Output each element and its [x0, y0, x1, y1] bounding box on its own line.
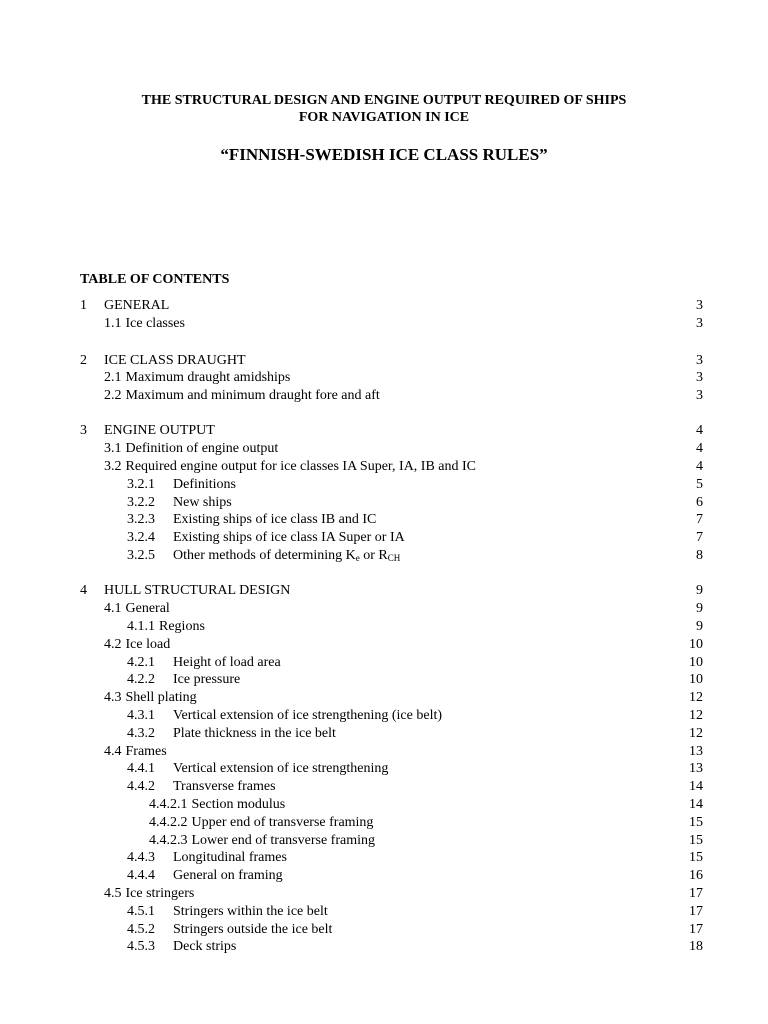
- toc-entry-page: 4: [696, 459, 703, 474]
- toc-entry-title: Definitions: [173, 477, 236, 492]
- toc-entry-title: Required engine output for ice classes IA Super, IA, IB and IC: [125, 459, 477, 474]
- toc-entry: [0, 832, 768, 850]
- toc-entry-number: 4: [80, 583, 87, 598]
- toc-entry-number: 4.5: [104, 886, 122, 901]
- toc-entry-number: 3.2.5: [127, 548, 155, 563]
- toc-entry-number: 4.2.1: [127, 655, 155, 670]
- toc-entry-number: 4.4.2.3: [149, 833, 188, 848]
- toc-entry: [0, 458, 768, 476]
- toc-entry-title: Existing ships of ice class IB and IC: [173, 512, 377, 527]
- toc-entry: [0, 618, 768, 636]
- toc-entry: [0, 511, 768, 529]
- toc-entry-number: 4.5.3: [127, 939, 155, 954]
- toc-entry: [0, 440, 768, 458]
- toc-entry-title: New ships: [173, 495, 232, 510]
- toc-entry-title: Deck strips: [173, 939, 237, 954]
- toc-entry-page: 6: [696, 495, 703, 510]
- toc-entry-title: Definition of engine output: [125, 441, 279, 456]
- toc-entry-title: GENERAL: [104, 298, 170, 313]
- toc-entry: [0, 903, 768, 921]
- toc-entry: [0, 476, 768, 494]
- toc-entry-page: 4: [696, 423, 703, 438]
- toc-entry-page: 10: [689, 655, 703, 670]
- toc-entry-number: 4.4.2.1: [149, 797, 188, 812]
- toc-entry-title-part: or R: [359, 548, 388, 563]
- toc-entry-page: 8: [696, 548, 703, 563]
- toc-entry-number: 2.1: [104, 370, 122, 385]
- toc-entry: [0, 315, 768, 333]
- toc-entry: [0, 867, 768, 885]
- toc-entry-page: 9: [696, 583, 703, 598]
- toc-entry: [0, 796, 768, 814]
- toc-entry-number: 4.4.2.2: [149, 815, 188, 830]
- toc-entry: [0, 297, 768, 315]
- toc-entry-title: Height of load area: [173, 655, 281, 670]
- toc-entry-title: Regions: [159, 619, 205, 634]
- toc-entry-number: 2.2: [104, 388, 122, 403]
- toc-entry-number: 4.4.4: [127, 868, 155, 883]
- toc-entry-number: 1: [80, 298, 87, 313]
- toc-entry-title: Existing ships of ice class IA Super or IA: [173, 530, 405, 545]
- toc-entry-page: 5: [696, 477, 703, 492]
- toc-entry-number: 4.4.3: [127, 850, 155, 865]
- toc-entry: [0, 938, 768, 956]
- toc-entry: [0, 689, 768, 707]
- toc-entry-title: Upper end of transverse framing: [191, 815, 374, 830]
- toc-entry-title: Ice pressure: [173, 672, 241, 687]
- toc-entry: [0, 494, 768, 512]
- toc-entry-number: 3.2.1: [127, 477, 155, 492]
- toc-entry-number: 3.1: [104, 441, 122, 456]
- toc-entry-page: 7: [696, 530, 703, 545]
- toc-entry-page: 10: [689, 637, 703, 652]
- toc-entry-number: 4.4.2: [127, 779, 155, 794]
- toc-entry: [0, 387, 768, 405]
- toc-entry-page: 17: [689, 922, 703, 937]
- toc-entry-page: 10: [689, 672, 703, 687]
- toc-entry-page: 3: [696, 353, 703, 368]
- toc-entry-title: Maximum and minimum draught fore and aft: [125, 388, 380, 403]
- toc-entry-page: 16: [689, 868, 703, 883]
- toc-entry-page: 12: [689, 726, 703, 741]
- toc-entry: [0, 582, 768, 600]
- toc-entry-page: 13: [689, 761, 703, 776]
- toc-entry: [0, 547, 768, 565]
- toc-entry-title: ICE CLASS DRAUGHT: [104, 353, 246, 368]
- toc-entry-page: 18: [689, 939, 703, 954]
- toc-entry-page: 14: [689, 779, 703, 794]
- toc-entry-page: 4: [696, 441, 703, 456]
- toc-entry-number: 4.4.1: [127, 761, 155, 776]
- toc-entry: [0, 814, 768, 832]
- toc-entry-number: 4.4: [104, 744, 122, 759]
- toc-entry-title: Section modulus: [191, 797, 286, 812]
- toc-entry-page: 15: [689, 815, 703, 830]
- document-title-line-1: THE STRUCTURAL DESIGN AND ENGINE OUTPUT REQUIRED OF SHIPS: [141, 93, 627, 108]
- toc-entry-title: Ice classes: [125, 316, 185, 331]
- toc-entry: [0, 600, 768, 618]
- toc-entry: [0, 369, 768, 387]
- toc-entry-page: 15: [689, 850, 703, 865]
- toc-entry-number: 4.2.2: [127, 672, 155, 687]
- toc-entry-page: 3: [696, 298, 703, 313]
- toc-entry-title: Vertical extension of ice strengthening: [173, 761, 389, 776]
- toc-entry-number: 4.5.2: [127, 922, 155, 937]
- toc-entry-page: 9: [696, 619, 703, 634]
- toc-entry-number: 4.1.1: [127, 619, 155, 634]
- toc-entry-number: 3.2: [104, 459, 122, 474]
- toc-entry-title: General: [125, 601, 170, 616]
- toc-entry: [0, 849, 768, 867]
- toc-entry-title: General on framing: [173, 868, 283, 883]
- toc-entry-title: Shell plating: [125, 690, 197, 705]
- toc-entry: [0, 725, 768, 743]
- toc-entry-page: 9: [696, 601, 703, 616]
- toc-entry: [0, 743, 768, 761]
- toc-entry-number: 3.2.2: [127, 495, 155, 510]
- toc-entry-title-part: Other methods of determining K: [173, 548, 356, 563]
- toc-entry-title: Longitudinal frames: [173, 850, 287, 865]
- toc-entry: [0, 529, 768, 547]
- toc-entry: [0, 921, 768, 939]
- toc-entry-number: 4.3.1: [127, 708, 155, 723]
- toc-entry-title: Plate thickness in the ice belt: [173, 726, 336, 741]
- document-subtitle: “FINNISH-SWEDISH ICE CLASS RULES”: [220, 145, 548, 164]
- toc-entry: [0, 760, 768, 778]
- toc-entry-title: Lower end of transverse framing: [191, 833, 375, 848]
- toc-entry: [0, 671, 768, 689]
- toc-entry-page: 13: [689, 744, 703, 759]
- toc-entry-page: 7: [696, 512, 703, 527]
- toc-entry-page: 3: [696, 316, 703, 331]
- toc-entry-number: 3: [80, 423, 87, 438]
- toc-entry-page: 3: [696, 370, 703, 385]
- toc-entry-page: 12: [689, 708, 703, 723]
- toc-entry-number: 3.2.4: [127, 530, 155, 545]
- subscript: CH: [387, 553, 401, 563]
- toc-entry-page: 15: [689, 833, 703, 848]
- toc-entry-number: 4.3: [104, 690, 122, 705]
- toc-entry: [0, 778, 768, 796]
- toc-entry-page: 17: [689, 904, 703, 919]
- toc-entry: [0, 422, 768, 440]
- toc-entry-title: Maximum draught amidships: [125, 370, 291, 385]
- toc-entry-number: 3.2.3: [127, 512, 155, 527]
- toc-entry-number: 4.5.1: [127, 904, 155, 919]
- toc-entry-title: Ice stringers: [125, 886, 195, 901]
- toc-entry: [0, 885, 768, 903]
- toc-entry-number: 2: [80, 353, 87, 368]
- toc-entry-number: 4.1: [104, 601, 122, 616]
- toc-entry-page: 14: [689, 797, 703, 812]
- document-title-line-2: FOR NAVIGATION IN ICE: [298, 110, 470, 125]
- toc-entry-number: 4.3.2: [127, 726, 155, 741]
- toc-entry: [0, 654, 768, 672]
- toc-entry-title: [173, 547, 400, 565]
- toc-entry-page: 3: [696, 388, 703, 403]
- toc-entry-number: 4.2: [104, 637, 122, 652]
- toc-entry-title: Stringers outside the ice belt: [173, 922, 333, 937]
- toc-entry-title: ENGINE OUTPUT: [104, 423, 215, 438]
- toc-entry-page: 12: [689, 690, 703, 705]
- subscript: e: [355, 553, 360, 563]
- toc-entry-page: 17: [689, 886, 703, 901]
- toc-entry-title: Frames: [125, 744, 167, 759]
- toc-entry-title: HULL STRUCTURAL DESIGN: [104, 583, 291, 598]
- toc-heading: TABLE OF CONTENTS: [80, 272, 230, 287]
- toc-entry-number: 1.1: [104, 316, 122, 331]
- toc-entry-title: Ice load: [125, 637, 171, 652]
- toc-entry: [0, 636, 768, 654]
- toc-entry: [0, 707, 768, 725]
- toc-entry: [0, 352, 768, 370]
- toc-entry-title: Vertical extension of ice strengthening (ice belt): [173, 708, 443, 723]
- toc-entry-title: Stringers within the ice belt: [173, 904, 328, 919]
- toc-entry-title: Transverse frames: [173, 779, 276, 794]
